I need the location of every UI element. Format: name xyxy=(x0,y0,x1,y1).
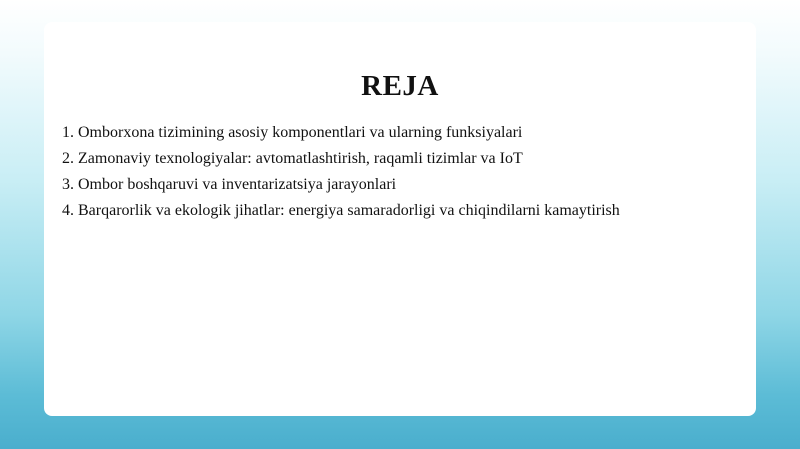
slide-title: REJA xyxy=(361,70,439,102)
plan-item-2: 2. Zamonaviy texnologiyalar: avtomatlashtirish, raqamli tizimlar va IoT xyxy=(62,150,523,167)
plan-item-4: 4. Barqarorlik va ekologik jihatlar: energiya samaradorligi va chiqindilarni kamaytirish xyxy=(62,202,620,219)
plan-item-3: 3. Ombor boshqaruvi va inventarizatsiya jarayonlari xyxy=(62,176,397,193)
plan-list xyxy=(62,120,620,224)
plan-item-1: 1. Omborxona tizimining asosiy komponentlari va ularning funksiyalari xyxy=(62,124,523,141)
slide-card xyxy=(44,22,756,416)
